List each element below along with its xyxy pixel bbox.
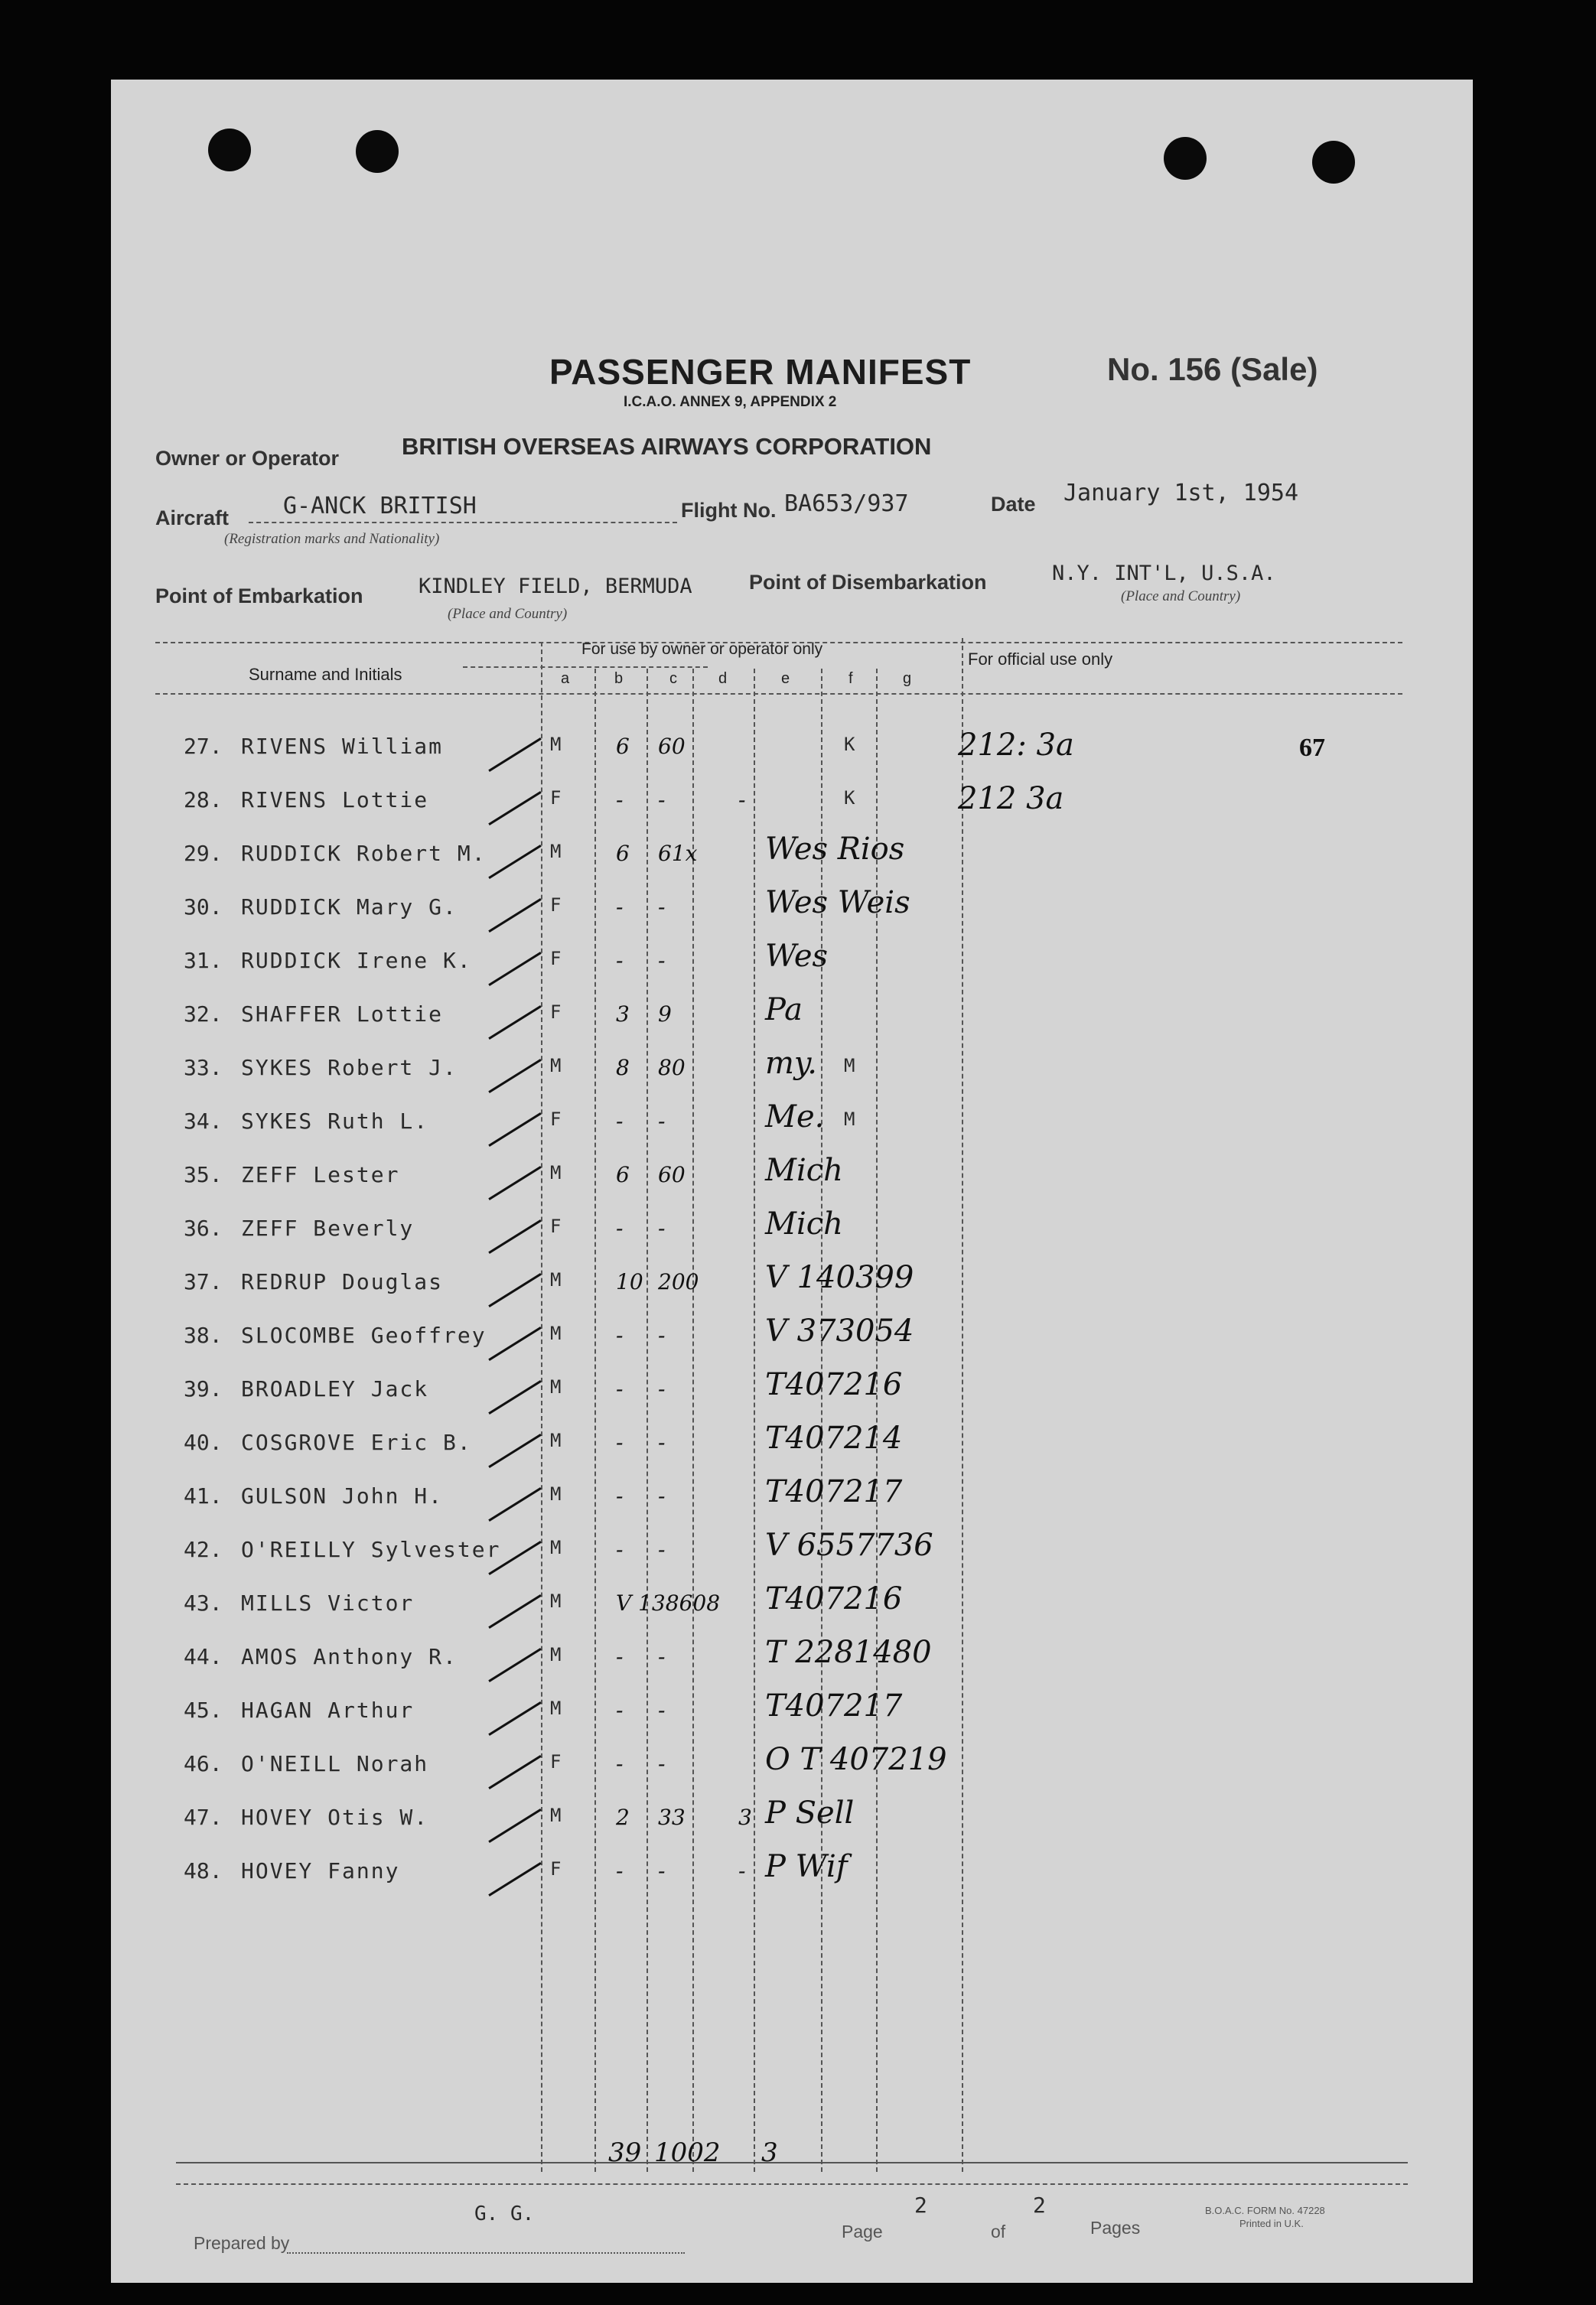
col-f-cell: K bbox=[844, 787, 855, 809]
sex-cell: M bbox=[550, 1537, 562, 1558]
passenger-name: HAGAN Arthur bbox=[241, 1698, 415, 1723]
sex-cell: F bbox=[550, 1216, 562, 1237]
table-row bbox=[111, 1153, 1473, 1200]
row-number: 40. bbox=[184, 1430, 223, 1455]
col-c-cell: 9 bbox=[658, 1001, 672, 1027]
table-row bbox=[111, 1742, 1473, 1789]
row-number: 33. bbox=[184, 1055, 223, 1080]
table-row bbox=[111, 1795, 1473, 1843]
passenger-name: RUDDICK Robert M. bbox=[241, 841, 487, 866]
check-mark-icon bbox=[488, 1594, 541, 1629]
table-row bbox=[111, 1688, 1473, 1736]
date-value: January 1st, 1954 bbox=[1063, 480, 1299, 506]
col-c-cell: 80 bbox=[658, 1055, 686, 1080]
col-owner-use: For use by owner or operator only bbox=[581, 640, 823, 658]
check-mark-icon bbox=[488, 952, 541, 986]
total-d: 3 bbox=[761, 2137, 778, 2168]
footer-rule bbox=[176, 2183, 1408, 2185]
passenger-name: RUDDICK Mary G. bbox=[241, 894, 458, 920]
col-e-cell: P Wif bbox=[765, 1849, 848, 1884]
embark-label: Point of Embarkation bbox=[155, 584, 363, 607]
row-number: 29. bbox=[184, 841, 223, 866]
col-b-cell: 6 bbox=[616, 1162, 630, 1187]
total-c: 1002 bbox=[654, 2137, 721, 2168]
sex-cell: M bbox=[550, 1430, 562, 1451]
prepared-value: G. G. bbox=[474, 2202, 535, 2225]
passenger-name: RIVENS Lottie bbox=[241, 787, 429, 812]
check-mark-icon bbox=[488, 1327, 541, 1361]
punch-hole-icon bbox=[1164, 137, 1207, 180]
table-row bbox=[111, 1046, 1473, 1093]
col-e-cell: Pa bbox=[765, 992, 803, 1027]
col-c-cell: 60 bbox=[658, 1162, 686, 1187]
col-c-cell: - bbox=[658, 1323, 666, 1348]
sex-cell: M bbox=[550, 1698, 562, 1719]
col-c-cell: - bbox=[658, 1537, 666, 1562]
sex-cell: M bbox=[550, 734, 562, 755]
subcol-g: g bbox=[903, 670, 912, 687]
row-number: 32. bbox=[184, 1001, 223, 1027]
punch-hole-icon bbox=[356, 130, 399, 173]
check-mark-icon bbox=[488, 1755, 541, 1789]
table-row bbox=[111, 1421, 1473, 1468]
official-cell: 212 3a bbox=[958, 781, 1064, 816]
col-c-cell: - bbox=[658, 787, 666, 812]
row-number: 36. bbox=[184, 1216, 223, 1241]
check-mark-icon bbox=[488, 1487, 541, 1522]
row-number: 31. bbox=[184, 948, 223, 973]
row-number: 38. bbox=[184, 1323, 223, 1348]
sex-cell: M bbox=[550, 1483, 562, 1505]
col-e-cell: Mich bbox=[765, 1153, 843, 1188]
row-number: 39. bbox=[184, 1376, 223, 1402]
table-row bbox=[111, 1314, 1473, 1361]
col-e-cell: T 2281480 bbox=[765, 1635, 932, 1670]
manifest-number: No. 156 (Sale) bbox=[1107, 351, 1318, 387]
col-e-cell: O T 407219 bbox=[765, 1742, 947, 1777]
aircraft-value: G-ANCK BRITISH bbox=[283, 493, 477, 519]
col-c-cell: - bbox=[658, 1430, 666, 1455]
sex-cell: F bbox=[550, 1858, 562, 1880]
col-e-cell: Wes Weis bbox=[765, 885, 910, 920]
col-b-cell: - bbox=[616, 1858, 624, 1883]
col-surname: Surname and Initials bbox=[249, 665, 402, 684]
col-official: For official use only bbox=[968, 650, 1113, 669]
passenger-name: AMOS Anthony R. bbox=[241, 1644, 458, 1669]
col-b-cell: V 138608 bbox=[616, 1590, 721, 1616]
col-b-cell: - bbox=[616, 948, 624, 973]
aircraft-line bbox=[249, 522, 677, 523]
sex-cell: F bbox=[550, 1751, 562, 1773]
row-number: 42. bbox=[184, 1537, 223, 1562]
col-c-cell: 33 bbox=[658, 1805, 686, 1830]
page-label: Page bbox=[842, 2222, 883, 2242]
table-row bbox=[111, 728, 1473, 772]
check-mark-icon bbox=[488, 1862, 541, 1896]
passenger-name: SLOCOMBE Geoffrey bbox=[241, 1323, 487, 1348]
subcol-e: e bbox=[781, 670, 790, 687]
col-d-cell: - bbox=[738, 787, 746, 812]
sex-cell: M bbox=[550, 841, 562, 862]
sex-cell: M bbox=[550, 1269, 562, 1291]
table-row bbox=[111, 781, 1473, 825]
passenger-name: HOVEY Otis W. bbox=[241, 1805, 429, 1830]
col-c-cell: - bbox=[658, 1109, 666, 1134]
embark-caption: (Place and Country) bbox=[448, 606, 568, 622]
page-title: PASSENGER MANIFEST bbox=[549, 352, 972, 392]
col-b-cell: - bbox=[616, 1483, 624, 1509]
table-row bbox=[111, 1367, 1473, 1415]
check-mark-icon bbox=[488, 1273, 541, 1307]
col-b-cell: 10 bbox=[616, 1269, 643, 1294]
col-e-cell: Wes Rios bbox=[765, 832, 905, 867]
table-row bbox=[111, 1260, 1473, 1307]
col-b-cell: 6 bbox=[616, 841, 630, 866]
col-c-cell: 200 bbox=[658, 1269, 699, 1294]
subcol-a: a bbox=[561, 670, 570, 687]
col-c-cell: 61x bbox=[658, 841, 698, 866]
col-e-cell: P Sell bbox=[765, 1795, 855, 1831]
table-row bbox=[111, 832, 1473, 879]
col-b-cell: 6 bbox=[616, 734, 630, 759]
col-b-cell: - bbox=[616, 787, 624, 812]
passenger-name: RIVENS William bbox=[241, 734, 444, 759]
col-e-cell: my. bbox=[765, 1046, 817, 1081]
col-e-cell: V 6557736 bbox=[765, 1528, 933, 1563]
table-row bbox=[111, 1635, 1473, 1682]
passenger-name: SHAFFER Lottie bbox=[241, 1001, 444, 1027]
pages-label: Pages bbox=[1090, 2218, 1141, 2238]
col-b-cell: - bbox=[616, 1537, 624, 1562]
check-mark-icon bbox=[488, 1648, 541, 1682]
sex-cell: F bbox=[550, 1109, 562, 1130]
disembark-value: N.Y. INT'L, U.S.A. bbox=[1052, 562, 1276, 585]
col-c-cell: - bbox=[658, 1483, 666, 1509]
col-c-cell: - bbox=[658, 1858, 666, 1883]
table-bottom-rule bbox=[176, 2162, 1408, 2163]
subcol-d: d bbox=[718, 670, 728, 687]
col-c-cell: - bbox=[658, 1376, 666, 1402]
check-mark-icon bbox=[488, 1380, 541, 1415]
col-c-cell: - bbox=[658, 1698, 666, 1723]
of-value: 2 bbox=[1033, 2193, 1046, 2218]
col-d-cell: - bbox=[738, 1858, 746, 1883]
subhead-rule bbox=[463, 666, 708, 668]
col-c-cell: - bbox=[658, 948, 666, 973]
printed-in: Printed in U.K. bbox=[1239, 2218, 1304, 2229]
row-number: 34. bbox=[184, 1109, 223, 1134]
col-b-cell: - bbox=[616, 1109, 624, 1134]
page-subtitle: I.C.A.O. ANNEX 9, APPENDIX 2 bbox=[624, 394, 837, 410]
row-number: 30. bbox=[184, 894, 223, 920]
subcol-c: c bbox=[669, 670, 677, 687]
check-mark-icon bbox=[488, 791, 541, 825]
sex-cell: F bbox=[550, 1001, 562, 1023]
col-e-cell: Wes bbox=[765, 939, 829, 974]
table-row bbox=[111, 885, 1473, 933]
check-mark-icon bbox=[488, 1112, 541, 1147]
check-mark-icon bbox=[488, 898, 541, 933]
row-number: 44. bbox=[184, 1644, 223, 1669]
passenger-name: RUDDICK Irene K. bbox=[241, 948, 472, 973]
check-mark-icon bbox=[488, 1701, 541, 1736]
col-e-cell: V 373054 bbox=[765, 1314, 914, 1349]
sex-cell: M bbox=[550, 1590, 562, 1612]
owner-label: Owner or Operator bbox=[155, 447, 340, 470]
row-number: 47. bbox=[184, 1805, 223, 1830]
disembark-label: Point of Disembarkation bbox=[749, 571, 987, 594]
col-e-cell: T407217 bbox=[765, 1688, 903, 1724]
col-c-cell: - bbox=[658, 1644, 666, 1669]
official-count: 67 bbox=[1299, 734, 1325, 762]
official-cell: 212: 3a bbox=[958, 728, 1074, 763]
row-number: 35. bbox=[184, 1162, 223, 1187]
col-c-cell: - bbox=[658, 894, 666, 920]
punch-hole-icon bbox=[1312, 141, 1355, 184]
check-mark-icon bbox=[488, 1166, 541, 1200]
prepared-label: Prepared by bbox=[194, 2233, 290, 2253]
sex-cell: F bbox=[550, 787, 562, 809]
check-mark-icon bbox=[488, 1059, 541, 1093]
flight-label: Flight No. bbox=[681, 499, 777, 522]
table-row bbox=[111, 1206, 1473, 1254]
sex-cell: M bbox=[550, 1323, 562, 1344]
form-number: B.O.A.C. FORM No. 47228 bbox=[1205, 2205, 1325, 2216]
col-b-cell: - bbox=[616, 1698, 624, 1723]
table-row bbox=[111, 1849, 1473, 1896]
embark-value: KINDLEY FIELD, BERMUDA bbox=[419, 575, 692, 598]
punch-hole-icon bbox=[208, 129, 251, 171]
col-c-cell: 60 bbox=[658, 734, 686, 759]
col-e-cell: V 140399 bbox=[765, 1260, 914, 1295]
row-number: 46. bbox=[184, 1751, 223, 1776]
col-b-cell: 3 bbox=[616, 1001, 630, 1027]
total-b: 39 bbox=[608, 2137, 642, 2168]
sex-cell: M bbox=[550, 1055, 562, 1076]
table-row bbox=[111, 1474, 1473, 1522]
passenger-name: SYKES Robert J. bbox=[241, 1055, 458, 1080]
passenger-name: MILLS Victor bbox=[241, 1590, 415, 1616]
sex-cell: F bbox=[550, 948, 562, 969]
passenger-name: ZEFF Beverly bbox=[241, 1216, 415, 1241]
col-b-cell: - bbox=[616, 1323, 624, 1348]
passenger-name: HOVEY Fanny bbox=[241, 1858, 400, 1883]
col-b-cell: 8 bbox=[616, 1055, 630, 1080]
manifest-page bbox=[111, 80, 1473, 2283]
sex-cell: M bbox=[550, 1162, 562, 1183]
subcol-b: b bbox=[614, 670, 624, 687]
table-row bbox=[111, 1528, 1473, 1575]
col-c-cell: - bbox=[658, 1751, 666, 1776]
table-row bbox=[111, 939, 1473, 986]
col-e-cell: T407214 bbox=[765, 1421, 903, 1456]
of-label: of bbox=[991, 2222, 1006, 2242]
check-mark-icon bbox=[488, 737, 541, 772]
col-b-cell: - bbox=[616, 1376, 624, 1402]
passenger-name: ZEFF Lester bbox=[241, 1162, 400, 1187]
table-row bbox=[111, 992, 1473, 1040]
row-number: 28. bbox=[184, 787, 223, 812]
col-b-cell: - bbox=[616, 1430, 624, 1455]
table-row bbox=[111, 1581, 1473, 1629]
sex-cell: M bbox=[550, 1644, 562, 1665]
passenger-name: O'NEILL Norah bbox=[241, 1751, 429, 1776]
col-e-cell: T407216 bbox=[765, 1367, 903, 1402]
col-c-cell: - bbox=[658, 1216, 666, 1241]
col-e-cell: T407216 bbox=[765, 1581, 903, 1616]
row-number: 41. bbox=[184, 1483, 223, 1509]
aircraft-caption: (Registration marks and Nationality) bbox=[224, 531, 440, 547]
sex-cell: M bbox=[550, 1805, 562, 1826]
check-mark-icon bbox=[488, 1434, 541, 1468]
disembark-caption: (Place and Country) bbox=[1121, 588, 1241, 604]
passenger-name: REDRUP Douglas bbox=[241, 1269, 444, 1294]
check-mark-icon bbox=[488, 1005, 541, 1040]
passenger-name: SYKES Ruth L. bbox=[241, 1109, 429, 1134]
col-b-cell: - bbox=[616, 1216, 624, 1241]
subcol-f: f bbox=[848, 670, 853, 687]
owner-value: BRITISH OVERSEAS AIRWAYS CORPORATION bbox=[402, 433, 932, 460]
col-e-cell: Me. bbox=[765, 1099, 825, 1135]
col-b-cell: 2 bbox=[616, 1805, 630, 1830]
sex-cell: F bbox=[550, 894, 562, 916]
check-mark-icon bbox=[488, 1809, 541, 1843]
flight-value: BA653/937 bbox=[784, 490, 909, 517]
check-mark-icon bbox=[488, 1219, 541, 1254]
passenger-name: BROADLEY Jack bbox=[241, 1376, 429, 1402]
col-f-cell: M bbox=[844, 1109, 855, 1130]
table-row bbox=[111, 1099, 1473, 1147]
passenger-name: O'REILLY Sylvester bbox=[241, 1537, 501, 1562]
col-b-cell: - bbox=[616, 1751, 624, 1776]
row-number: 37. bbox=[184, 1269, 223, 1294]
passenger-name: COSGROVE Eric B. bbox=[241, 1430, 472, 1455]
row-number: 43. bbox=[184, 1590, 223, 1616]
row-number: 45. bbox=[184, 1698, 223, 1723]
col-f-cell: M bbox=[844, 1055, 855, 1076]
check-mark-icon bbox=[488, 845, 541, 879]
page-value: 2 bbox=[914, 2193, 927, 2218]
col-b-cell: - bbox=[616, 894, 624, 920]
col-e-cell: T407217 bbox=[765, 1474, 903, 1509]
date-label: Date bbox=[991, 493, 1036, 516]
sex-cell: M bbox=[550, 1376, 562, 1398]
prepared-line bbox=[287, 2252, 685, 2254]
row-number: 48. bbox=[184, 1858, 223, 1883]
header-bottom-rule bbox=[155, 693, 1402, 695]
aircraft-label: Aircraft bbox=[155, 506, 230, 529]
col-f-cell: K bbox=[844, 734, 855, 755]
passenger-name: GULSON John H. bbox=[241, 1483, 444, 1509]
col-b-cell: - bbox=[616, 1644, 624, 1669]
col-d-cell: 3 bbox=[738, 1805, 752, 1830]
col-e-cell: Mich bbox=[765, 1206, 843, 1242]
row-number: 27. bbox=[184, 734, 223, 759]
